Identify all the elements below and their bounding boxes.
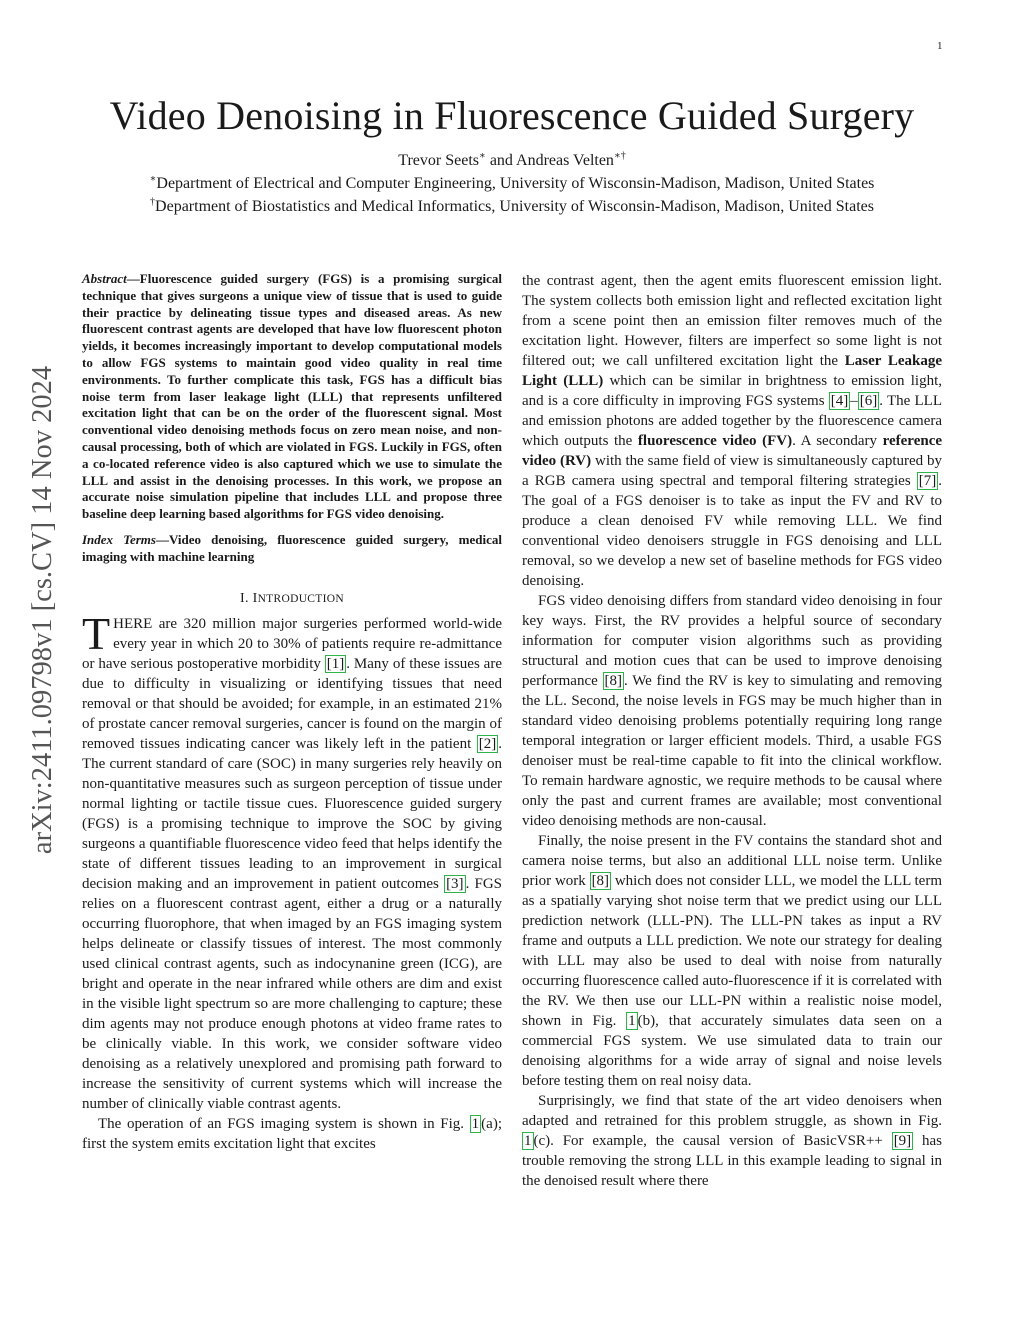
- paragraph-text: . The LLL and emission photons are added together by the fluorescence camera which outputs the: [522, 393, 942, 449]
- paragraph-text: with the same field of view is simultaneously captured by a RGB camera using spectral and temporal filtering strategies: [522, 453, 942, 489]
- paragraph-text: the contrast agent, then the agent emits fluorescent emission light. The system collects both emission light and reflected excitation light from a scene point then an emission filter removes much of the excitation light. However, filters are imperfect so some light is not filtered out; we call unfiltered excitation light the: [522, 273, 942, 369]
- affiliation-text: Department of Biostatistics and Medical Informatics, University of Wisconsin-Madison, Madison, United States: [155, 198, 874, 215]
- paragraph-text: has trouble removing the strong LLL in this example leading to signal in the denoised result where there: [522, 1133, 942, 1189]
- body-paragraph: [522, 591, 942, 831]
- paragraph-text: (a); first the system emits excitation light that excites: [82, 1115, 502, 1152]
- bold-term: Laser Leakage Light (LLL): [522, 353, 942, 389]
- affiliation: [0, 173, 1024, 195]
- paragraph-text: (c). For example, the causal version of BasicVSR++: [533, 1133, 892, 1149]
- affiliation-mark: ∗: [149, 173, 157, 185]
- drop-cap: T: [82, 607, 111, 659]
- body-paragraph: [522, 271, 942, 591]
- section-initial: I: [252, 590, 258, 606]
- arxiv-identifier-stamp: arXiv:2411.09798v1 [cs.CV] 14 Nov 2024: [27, 365, 58, 855]
- abstract-text: —Fluorescence guided surgery (FGS) is a promising surgical technique that gives surgeons a unique view of tissue that is used to guide their practice by delineating tissue types and diseased areas. As new fluorescent contrast agents are developed that have low fluorescent photon yields, it becomes increasingly important to develop computational models to allow FGS systems to maintain good video quality in real time environments. To further complicate this task, FGS has a difficult bias noise term from laser leakage light (LLL) that represents unfiltered excitation light that can be on the order of the fluorescent signal. Most conventional video denoising methods focus on zero mean noise, and non-causal processing, both of which are violated in FGS. Luckily in FGS, often a co-located reference video is also captured which we use to simulate the LLL and assist in the denoising processes. In this work, we propose an accurate noise simulation pipeline that includes LLL and propose three baseline deep learning based algorithms for FGS video denoising.: [82, 271, 502, 522]
- citation-link[interactable]: [7]: [918, 473, 937, 489]
- index-terms-label: Index Terms: [82, 531, 156, 547]
- paragraph-text: Finally, the noise present in the FV contains the standard shot and camera noise terms, but also an additional LLL noise term. Unlike prior work: [522, 833, 942, 889]
- citation-link[interactable]: [8]: [591, 873, 610, 889]
- paragraph-text: HERE are 320 million major surgeries performed world-wide every year in which 20 to 30% of patients require re-admittance or have serious postoperative morbidity: [82, 615, 502, 672]
- author-name: Andreas Velten: [516, 152, 614, 169]
- author-line: [0, 150, 1024, 172]
- paragraph-text: (b), that accurately simulates data seen on a commercial FGS system. We use simulated data to train our denoising algorithms for a wide array of signal and noise levels before testing them on real noisy data.: [522, 1013, 942, 1089]
- citation-link[interactable]: [1]: [326, 655, 345, 672]
- index-terms-text: —Video denoising, fluorescence guided surgery, medical imaging with machine learning: [82, 531, 502, 564]
- paragraph-text: which does not consider LLL, we model the LLL term as a spatially varying shot noise term that we predict using our LLL prediction network (LLL-PN). The LLL-PN takes as input a RV frame and outputs a LLL prediction. We note our strategy for dealing with LLL may also be used to deal with noise from naturally occurring fluorescence called auto-fluorescence if it is correlated with the RV. We then use our LLL-PN within a realistic noise model, shown in Fig.: [522, 873, 942, 1029]
- body-paragraph: [522, 1091, 942, 1191]
- paragraph-text: . We find the RV is key to simulating and removing the LL. Second, the noise levels in FGS may be much higher than in standard video denoising problems potentially requiring long range temporal integration or larger efficient models. Third, a usable FGS denoiser must be real-time capable to fit into the clinical workflow. To remain hardware agnostic, we require methods to be causal where only the past and current frames are available; most conventional video denoising methods are non-causal.: [522, 673, 942, 829]
- bold-term: reference video (RV): [522, 433, 943, 469]
- citation-link[interactable]: [9]: [893, 1133, 912, 1149]
- section-numeral: I.: [240, 590, 253, 606]
- index-terms: [82, 532, 502, 566]
- left-column: [82, 271, 502, 1154]
- paper-title: Video Denoising in Fluorescence Guided Surgery: [109, 93, 915, 138]
- bold-term: fluorescence video (FV): [637, 433, 793, 449]
- affiliation-text: Department of Electrical and Computer Engineering, University of Wisconsin-Madison, Madison, United States: [156, 175, 875, 192]
- paragraph-text: . The current standard of care (SOC) in many surgeries rely heavily on non-quantitative measures such as surgeon perception of tissue under normal lighting or tactile tissue cues. Fluorescence guided surgery (FGS) is a promising technique to improve the SOC by giving surgeons a quantifiable fluorescence video feed that helps identify the state of different tissues leading to an improvement in surgical decision making and an improvement in patient outcomes: [82, 735, 502, 892]
- citation-link[interactable]: [8]: [604, 673, 623, 689]
- author-mark: ∗†: [613, 150, 626, 162]
- figure-link[interactable]: 1: [524, 1133, 532, 1149]
- paragraph-text: Surprisingly, we find that state of the art video denoisers when adapted and retrained for this problem struggle, as shown in Fig.: [522, 1093, 942, 1129]
- paragraph-text: The operation of an FGS imaging system is shown in Fig.: [98, 1115, 470, 1132]
- citation-link[interactable]: [2]: [478, 735, 497, 752]
- section-title-rest: NTRODUCTION: [257, 592, 344, 605]
- paragraph-text: FGS video denoising differs from standard video denoising in four key ways. First, the RV provides a helpful source of secondary information for computer vision algorithms such as providing structural and motion cues that can be used to improve denoising performance: [522, 593, 942, 689]
- paragraph-text: . FGS relies on a fluorescent contrast agent, either a drug or a naturally occurring fluorophore, that when imaged by an FGS imaging system helps delineate or classify tissues of interest. The most commonly used clinical contrast agents, such as indocynanine green (ICG), are bright and operate in the near infrared while others are dim and exist in the visible light spectrum so are more challenging to capture; these dim agents may not produce enough photons at video frame rates to be clinically viable. In this work, we consider software video denoising as a relatively unexplored and promising path forward to increase the sensitivity of current systems which will increase the number of clinically viable contrast agents.: [82, 875, 502, 1112]
- author-mark: ∗: [479, 150, 486, 162]
- intro-paragraph: [82, 607, 502, 1114]
- paragraph-text: which can be similar in brightness to emission light, and is a core difficulty in improving FGS systems: [522, 373, 942, 409]
- intro-paragraph: [82, 1114, 502, 1154]
- right-column: [522, 271, 942, 1191]
- citation-range-dash: –: [850, 393, 858, 409]
- figure-link[interactable]: 1: [471, 1115, 480, 1132]
- citation-link[interactable]: [3]: [446, 875, 464, 892]
- figure-link[interactable]: 1: [628, 1013, 636, 1029]
- section-heading: [82, 590, 502, 608]
- citation-link[interactable]: [4]: [830, 393, 849, 409]
- citation-link[interactable]: [6]: [859, 393, 878, 409]
- paragraph-text: . The goal of a FGS denoiser is to take as input the FV and RV to produce a clean denoised FV while removing LLL. We find conventional video denoisers struggle in FGS denoising and LLL removal, so we develop a new set of baseline methods for FGS video denoising.: [522, 473, 942, 589]
- paragraph-text: . A secondary: [792, 433, 883, 449]
- author-name: Trevor Seets: [398, 152, 480, 169]
- author-conjunction: and: [485, 152, 517, 169]
- paragraph-text: . Many of these issues are due to difficulty in visualizing or identifying tissues that need removal or that should be avoided; for example, in an estimated 21% of prostate cancer removal surgeries, cancer is found on the margin of removed tissues indicating cancer was likely left in the patient: [82, 655, 502, 752]
- body-paragraph: [522, 831, 942, 1091]
- affiliation: [0, 196, 1024, 218]
- page-number: 1: [937, 40, 943, 52]
- abstract: [82, 271, 502, 523]
- affiliation-mark: †: [150, 196, 156, 208]
- abstract-label: Abstract: [82, 271, 127, 286]
